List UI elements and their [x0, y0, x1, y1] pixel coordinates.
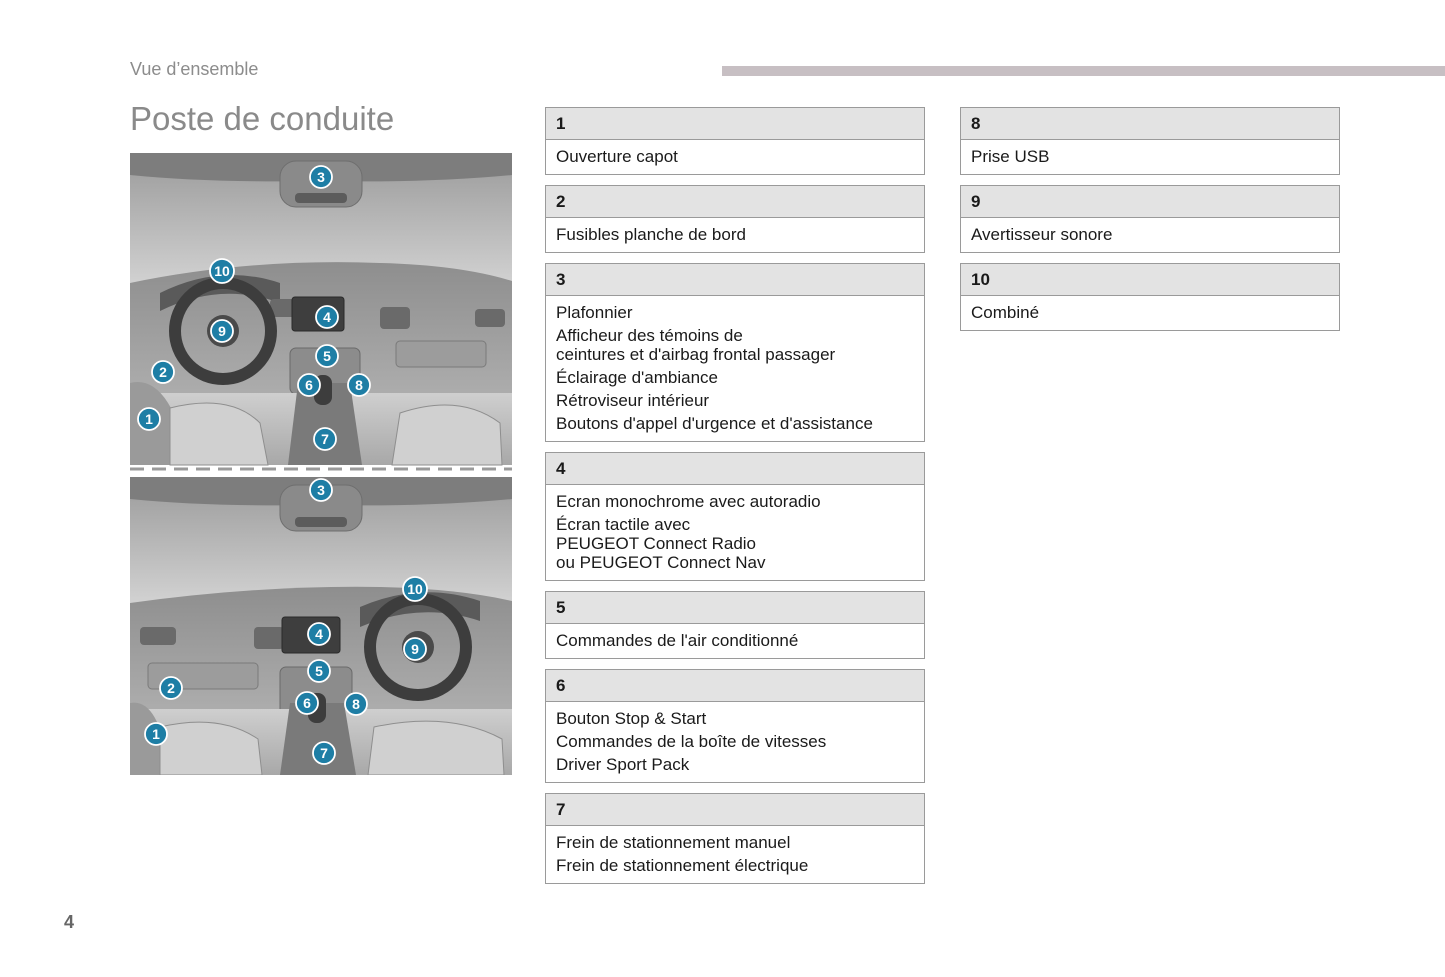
svg-text:7: 7: [320, 745, 328, 761]
callout-line: Avertisseur sonore: [971, 225, 1113, 244]
marker-7-lhd: [314, 428, 336, 450]
svg-text:2: 2: [159, 364, 167, 380]
marker-9-rhd: [404, 638, 426, 660]
callout-line: Driver Sport Pack: [556, 755, 690, 774]
svg-text:8: 8: [355, 377, 363, 393]
page-title: Poste de conduite: [130, 100, 395, 137]
callout-2: [545, 185, 925, 253]
svg-text:10: 10: [214, 263, 230, 279]
cockpit-illustration: [130, 153, 512, 775]
callout-line: Plafonnier: [556, 303, 633, 322]
svg-text:10: 10: [407, 581, 423, 597]
callout-number: 10: [961, 264, 1339, 296]
marker-4-lhd: [316, 306, 338, 328]
callout-line: Écran tactile avec: [556, 515, 691, 534]
callout-line: Commandes de l'air conditionné: [556, 631, 799, 650]
svg-text:4: 4: [323, 309, 331, 325]
callout-number: 8: [961, 108, 1339, 140]
callout-line: Ouverture capot: [556, 147, 678, 166]
section-label: Vue d’ensemble: [130, 59, 259, 79]
callout-description: [961, 218, 1339, 252]
marker-2-rhd: [160, 677, 182, 699]
svg-text:4: 4: [315, 626, 323, 642]
callout-number: 4: [546, 453, 924, 485]
marker-10-rhd: [403, 577, 427, 601]
header-bar: [722, 66, 1445, 76]
svg-text:3: 3: [317, 169, 325, 185]
callout-line: Rétroviseur intérieur: [556, 391, 710, 410]
callout-description: [546, 296, 924, 441]
svg-text:8: 8: [352, 696, 360, 712]
svg-text:1: 1: [145, 411, 153, 427]
marker-5-lhd: [316, 345, 338, 367]
callout-3: [545, 263, 925, 442]
callout-description: [546, 826, 924, 883]
callout-9: [960, 185, 1340, 253]
marker-8-lhd: [348, 374, 370, 396]
callout-line: Commandes de la boîte de vitesses: [556, 732, 827, 751]
svg-text:7: 7: [321, 431, 329, 447]
callout-column-right: [960, 107, 1340, 341]
callout-description: [546, 218, 924, 252]
callout-line: PEUGEOT Connect Radio: [556, 534, 756, 553]
callout-10: [960, 263, 1340, 331]
callout-1: [545, 107, 925, 175]
marker-3-lhd: [310, 166, 332, 188]
callout-5: [545, 591, 925, 659]
callout-number: 1: [546, 108, 924, 140]
callout-description: [961, 296, 1339, 330]
svg-text:9: 9: [218, 323, 226, 339]
callout-description: [546, 624, 924, 658]
marker-8-rhd: [345, 693, 367, 715]
callout-4: [545, 452, 925, 581]
callout-line: Combiné: [971, 303, 1040, 322]
svg-text:5: 5: [315, 663, 323, 679]
callout-line: ceintures et d'airbag frontal passager: [556, 345, 836, 364]
svg-text:5: 5: [323, 348, 331, 364]
marker-7-rhd: [313, 742, 335, 764]
svg-text:9: 9: [411, 641, 419, 657]
callout-number: 2: [546, 186, 924, 218]
callout-line: ou PEUGEOT Connect Nav: [556, 553, 766, 572]
callout-description: [546, 702, 924, 782]
marker-6-rhd: [296, 692, 318, 714]
callout-line: Ecran monochrome avec autoradio: [556, 492, 821, 511]
callout-line: Éclairage d'ambiance: [556, 368, 719, 387]
marker-9-lhd: [211, 320, 233, 342]
callout-number: 9: [961, 186, 1339, 218]
marker-6-lhd: [298, 374, 320, 396]
marker-1-rhd: [145, 723, 167, 745]
marker-2-lhd: [152, 361, 174, 383]
callout-line: Frein de stationnement électrique: [556, 856, 809, 875]
callout-line: Boutons d'appel d'urgence et d'assistance: [556, 414, 873, 433]
svg-text:2: 2: [167, 680, 175, 696]
callout-description: [546, 485, 924, 580]
marker-5-rhd: [308, 660, 330, 682]
callout-description: [546, 140, 924, 174]
callout-description: [961, 140, 1339, 174]
callout-6: [545, 669, 925, 783]
callout-column-left: [545, 107, 925, 894]
page-number: 4: [64, 912, 75, 932]
svg-text:3: 3: [317, 482, 325, 498]
callout-number: 5: [546, 592, 924, 624]
callout-7: [545, 793, 925, 884]
marker-3-rhd: [310, 479, 332, 501]
callout-number: 7: [546, 794, 924, 826]
callout-line: Prise USB: [971, 147, 1050, 166]
marker-10-lhd: [210, 259, 234, 283]
callout-number: 3: [546, 264, 924, 296]
svg-text:1: 1: [152, 726, 160, 742]
callout-line: Frein de stationnement manuel: [556, 833, 791, 852]
callout-8: [960, 107, 1340, 175]
callout-line: Afficheur des témoins de: [556, 326, 743, 345]
svg-text:6: 6: [305, 377, 313, 393]
callout-line: Fusibles planche de bord: [556, 225, 746, 244]
callout-line: Bouton Stop & Start: [556, 709, 707, 728]
marker-4-rhd: [308, 623, 330, 645]
callout-number: 6: [546, 670, 924, 702]
marker-1-lhd: [138, 408, 160, 430]
svg-text:6: 6: [303, 695, 311, 711]
